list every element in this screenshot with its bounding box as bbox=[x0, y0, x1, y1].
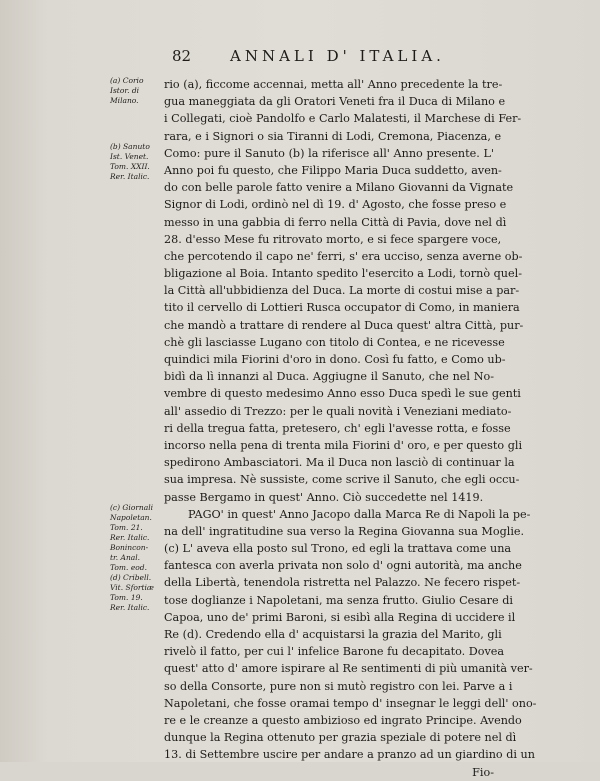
page-number: 82 bbox=[172, 47, 192, 65]
text-line: PAGO' in quest' Anno Jacopo dalla Marca Re di Napoli la pe- bbox=[188, 507, 531, 521]
text-line: che mandò a trattare di rendere al Duca quest' altra Città, pur- bbox=[164, 318, 524, 332]
running-title: ANNALI D' ITALIA. bbox=[230, 47, 445, 65]
marginal-note-c-d: (c) Giornali Napoletan. Tom. 21. Rer. Italic. Bonincon- tr. Anal. Tom. eod. (d) Cribell. Vit. Sfortiæ Tom. 19. Rer. Italic. bbox=[110, 503, 154, 612]
text-line: tito il cervello di Lottieri Rusca occupator di Como, in maniera bbox=[164, 301, 520, 315]
text-line: messo in una gabbia di ferro nella Città di Pavia, dove nel dì bbox=[164, 215, 507, 229]
body-text bbox=[164, 76, 537, 781]
text-line: gua maneggiata da gli Oratori Veneti fra il Duca di Milano e bbox=[164, 95, 506, 109]
text-line: 28. d'esso Mese fu ritrovato morto, e si fece spargere voce, bbox=[164, 232, 502, 246]
marginal-note-a: (a) Corio Istor. di Milano. bbox=[110, 76, 144, 105]
text-line: Signor di Lodi, ordinò nel dì 19. d' Agosto, che fosse preso e bbox=[164, 198, 507, 212]
text-line: so della Consorte, pure non si mutò registro con lei. Parve a i bbox=[164, 679, 513, 693]
text-line: della Libertà, tenendola ristretta nel Palazzo. Ne fecero rispet- bbox=[164, 576, 521, 590]
text-line: quest' atto d' amore ispirare al Re sentimenti di più umanità ver- bbox=[164, 662, 533, 676]
page-header bbox=[0, 47, 600, 71]
text-line: Re (d). Credendo ella d' acquistarsi la grazia del Marito, gli bbox=[164, 628, 502, 641]
text-line: chè gli lasciasse Lugano con titolo di Contea, e ne ricevesse bbox=[164, 335, 505, 349]
text-line: ri della tregua fatta, pretesero, ch' egli l'avesse rotta, e fosse bbox=[164, 421, 511, 435]
text-line: rivelò il fatto, per cui l' infelice Barone fu decapitato. Dovea bbox=[164, 645, 505, 659]
text-line: sua impresa. Nè sussiste, come scrive il Sanuto, che egli occu- bbox=[164, 473, 520, 487]
text-line: bligazione al Boia. Intanto spedito l'esercito a Lodi, tornò quel- bbox=[164, 267, 522, 281]
text-line: na dell' ingratitudine sua verso la Regina Giovanna sua Moglie. bbox=[164, 524, 525, 538]
text-line: la Città all'ubbidienza del Duca. La morte di costui mise a par- bbox=[164, 284, 520, 298]
text-line: all' assedio di Trezzo: per le quali novità i Veneziani mediato- bbox=[164, 404, 512, 418]
text-line: quindici mila Fiorini d'oro in dono. Così fu fatto, e Como ub- bbox=[164, 353, 506, 366]
text-line: re e le creanze a questo ambizioso ed ingrato Principe. Avendo bbox=[164, 713, 522, 727]
text-line: rio (a), ficcome accennai, metta all' Anno precedente la tre- bbox=[164, 78, 503, 91]
text-line: fantesca con averla privata non solo d' ogni autorità, ma anche bbox=[164, 559, 522, 573]
text-line: rara, e i Signori o sia Tiranni di Lodi, Cremona, Piacenza, e bbox=[164, 129, 502, 143]
text-line: spedirono Ambasciatori. Ma il Duca non lasciò di continuar la bbox=[164, 456, 515, 470]
text-line: incorso nella pena di trenta mila Fiorini d' oro, e per questo gli bbox=[164, 438, 523, 452]
text-line: Capoa, uno de' primi Baroni, si esibì alla Regina di uccidere il bbox=[164, 610, 516, 624]
text-line: 13. di Settembre uscire per andare a pranzo ad un giardino di un bbox=[164, 748, 535, 762]
text-line: che percotendo il capo ne' ferri, s' era ucciso, senza averne ob- bbox=[164, 249, 523, 263]
text-line: vembre di questo medesimo Anno esso Duca spedì le sue genti bbox=[164, 387, 521, 401]
text-line: Anno poi fu questo, che Filippo Maria Duca suddetto, aven- bbox=[164, 163, 502, 177]
text-line: i Collegati, cioè Pandolfo e Carlo Malatesti, il Marchese di Fer- bbox=[164, 112, 522, 126]
text-line: dunque la Regina ottenuto per grazia speziale di potere nel dì bbox=[164, 731, 517, 745]
text-line: Napoletani, che fosse oramai tempo d' insegnar le leggi dell' ono- bbox=[164, 696, 537, 710]
text-line: passe Bergamo in quest' Anno. Ciò succedette nel 1419. bbox=[164, 490, 484, 504]
text-line: tose doglianze i Napoletani, ma senza frutto. Giulio Cesare di bbox=[164, 593, 513, 607]
marginal-note-b: (b) Sanuto Ist. Venet. Tom. XXII. Rer. Italic. bbox=[110, 142, 150, 181]
text-line: (c) L' aveva ella posto sul Trono, ed egli la trattava come una bbox=[164, 542, 512, 556]
text-line: do con belle parole fatto venire a Milano Giovanni da Vignate bbox=[164, 181, 514, 195]
text-line: bidì da lì innanzi al Duca. Aggiugne il Sanuto, che nel No- bbox=[164, 370, 494, 384]
catchword: Fio- bbox=[472, 765, 494, 779]
text-line: Como: pure il Sanuto (b) la riferisce all' Anno presente. L' bbox=[164, 146, 494, 160]
